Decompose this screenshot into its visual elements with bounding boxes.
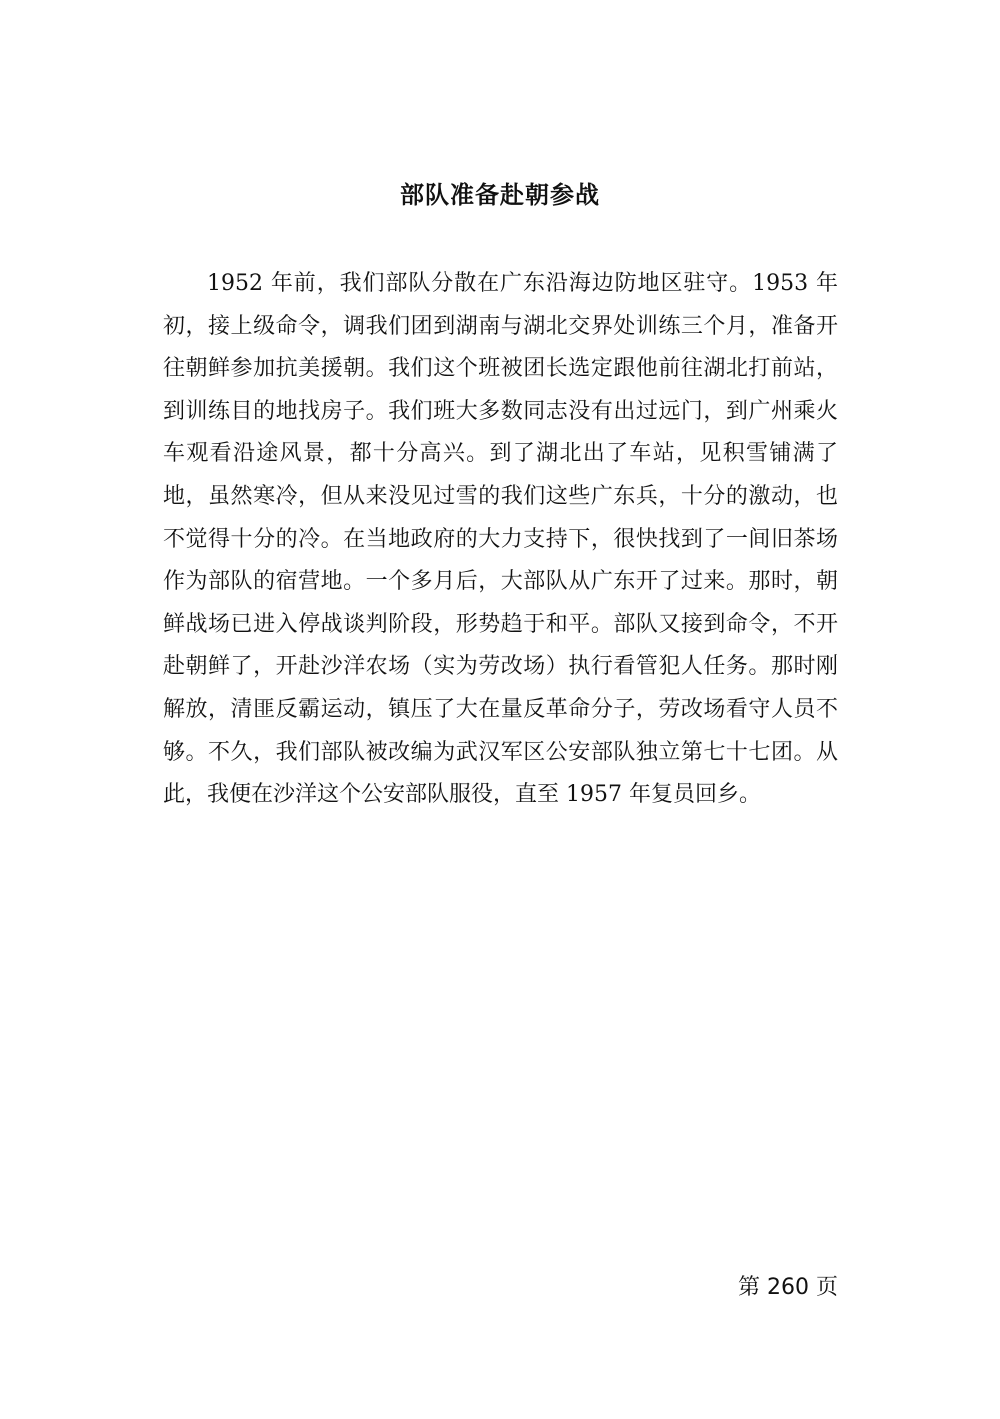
page-number-value: 260: [766, 1275, 809, 1300]
page-title: 部队准备赴朝参战: [400, 181, 600, 209]
page-number: [700, 1273, 838, 1303]
page-prefix: 第: [737, 1275, 760, 1300]
page-suffix: 页: [815, 1275, 838, 1300]
body-paragraph: 1952 年前，我们部队分散在广东沿海边防地区驻守。1953 年初，接上级命令，调我们团到湖南与湖北交界处训练三个月，准备开往朝鲜参加抗美援朝。我们这个班被团长选定跟他前往湖北打前站，到训练目的地找房子。我们班大多数同志没有出过远门，到广州乘火车观看沿途风景，都十分高兴。到了湖北出了车站，见积雪铺满了地，虽然寒冷，但从来没见过雪的我们这些广东兵，十分的激动，也不觉得十分的冷。在当地政府的大力支持下，很快找到了一间旧茶场作为部队的宿营地。一个多月后，大部队从广东开了过来。那时，朝鲜战场已进入停战谈判阶段，形势趋于和平。部队又接到命令，不开赴朝鲜了，开赴沙洋农场（实为劳改场）执行看管犯人任务。那时刚解放，清匪反霸运动，镇压了大在量反革命分子，劳改场看守人员不够。不久，我们部队被改编为武汉军区公安部队独立第七十七团。从此，我便在沙洋这个公安部队服役，直至 1957 年复员回乡。: [163, 271, 838, 808]
